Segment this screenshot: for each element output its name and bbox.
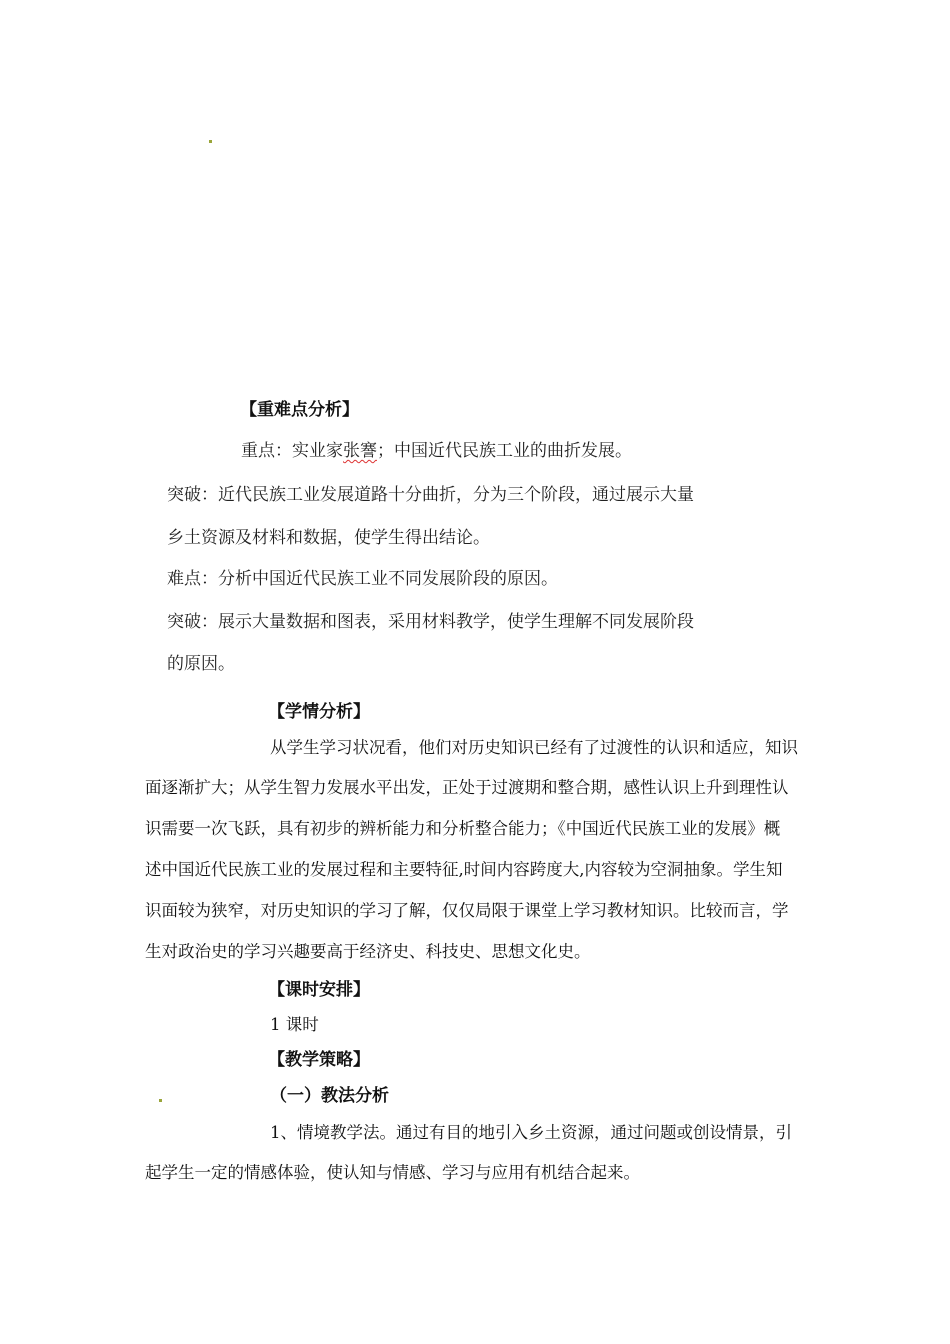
strategy-line: 起学生一定的情感体验，使认知与情感、学习与应用有机结合起来。 <box>145 1163 640 1182</box>
breakthrough2-line1: 突破：展示大量数据和图表，采用材料教学，使学生理解不同发展阶段 <box>167 612 694 632</box>
breakthrough1-line2: 乡土资源及材料和数据，使学生得出结论。 <box>167 528 490 548</box>
decorative-dot <box>209 140 212 143</box>
focus-name: 张謇 <box>343 441 377 461</box>
section-heading-schedule: 【课时安排】 <box>268 980 370 1000</box>
section-heading-strategy: 【教学策略】 <box>268 1050 370 1070</box>
strategy-line: 1、情境教学法。通过有目的地引入乡土资源，通过问题或创设情景，引 <box>270 1123 792 1142</box>
breakthrough2-line2: 的原因。 <box>167 654 235 674</box>
student-analysis-line: 述中国近代民族工业的发展过程和主要特征,时间内容跨度大,内容较为空洞抽象。学生知 <box>145 860 783 879</box>
schedule-value: 1 课时 <box>270 1015 319 1034</box>
student-analysis-line: 识面较为狭窄，对历史知识的学习了解，仅仅局限于课堂上学习教材知识。比较而言，学 <box>145 901 789 920</box>
student-analysis-line: 识需要一次飞跃，具有初步的辨析能力和分析整合能力；《中国近代民族工业的发展》概 <box>145 819 781 838</box>
breakthrough1-line1: 突破：近代民族工业发展道路十分曲折，分为三个阶段，通过展示大量 <box>167 485 694 505</box>
student-analysis-line: 从学生学习状况看，他们对历史知识已经有了过渡性的认识和适应，知识 <box>270 738 798 757</box>
section-heading-student-analysis: 【学情分析】 <box>268 702 370 722</box>
section-heading-key-points: 【重难点分析】 <box>240 400 359 420</box>
difficulty-line: 难点：分析中国近代民族工业不同发展阶段的原因。 <box>167 569 558 589</box>
focus-prefix: 重点：实业家 <box>241 441 343 461</box>
strategy-subheading: （一）教法分析 <box>270 1086 389 1106</box>
focus-line <box>241 443 632 460</box>
decorative-dot <box>159 1099 162 1102</box>
focus-suffix: ；中国近代民族工业的曲折发展。 <box>377 441 632 461</box>
student-analysis-line: 面逐渐扩大；从学生智力发展水平出发，正处于过渡期和整合期，感性认识上升到理性认 <box>145 778 789 797</box>
student-analysis-line: 生对政治史的学习兴趣要高于经济史、科技史、思想文化史。 <box>145 942 591 961</box>
